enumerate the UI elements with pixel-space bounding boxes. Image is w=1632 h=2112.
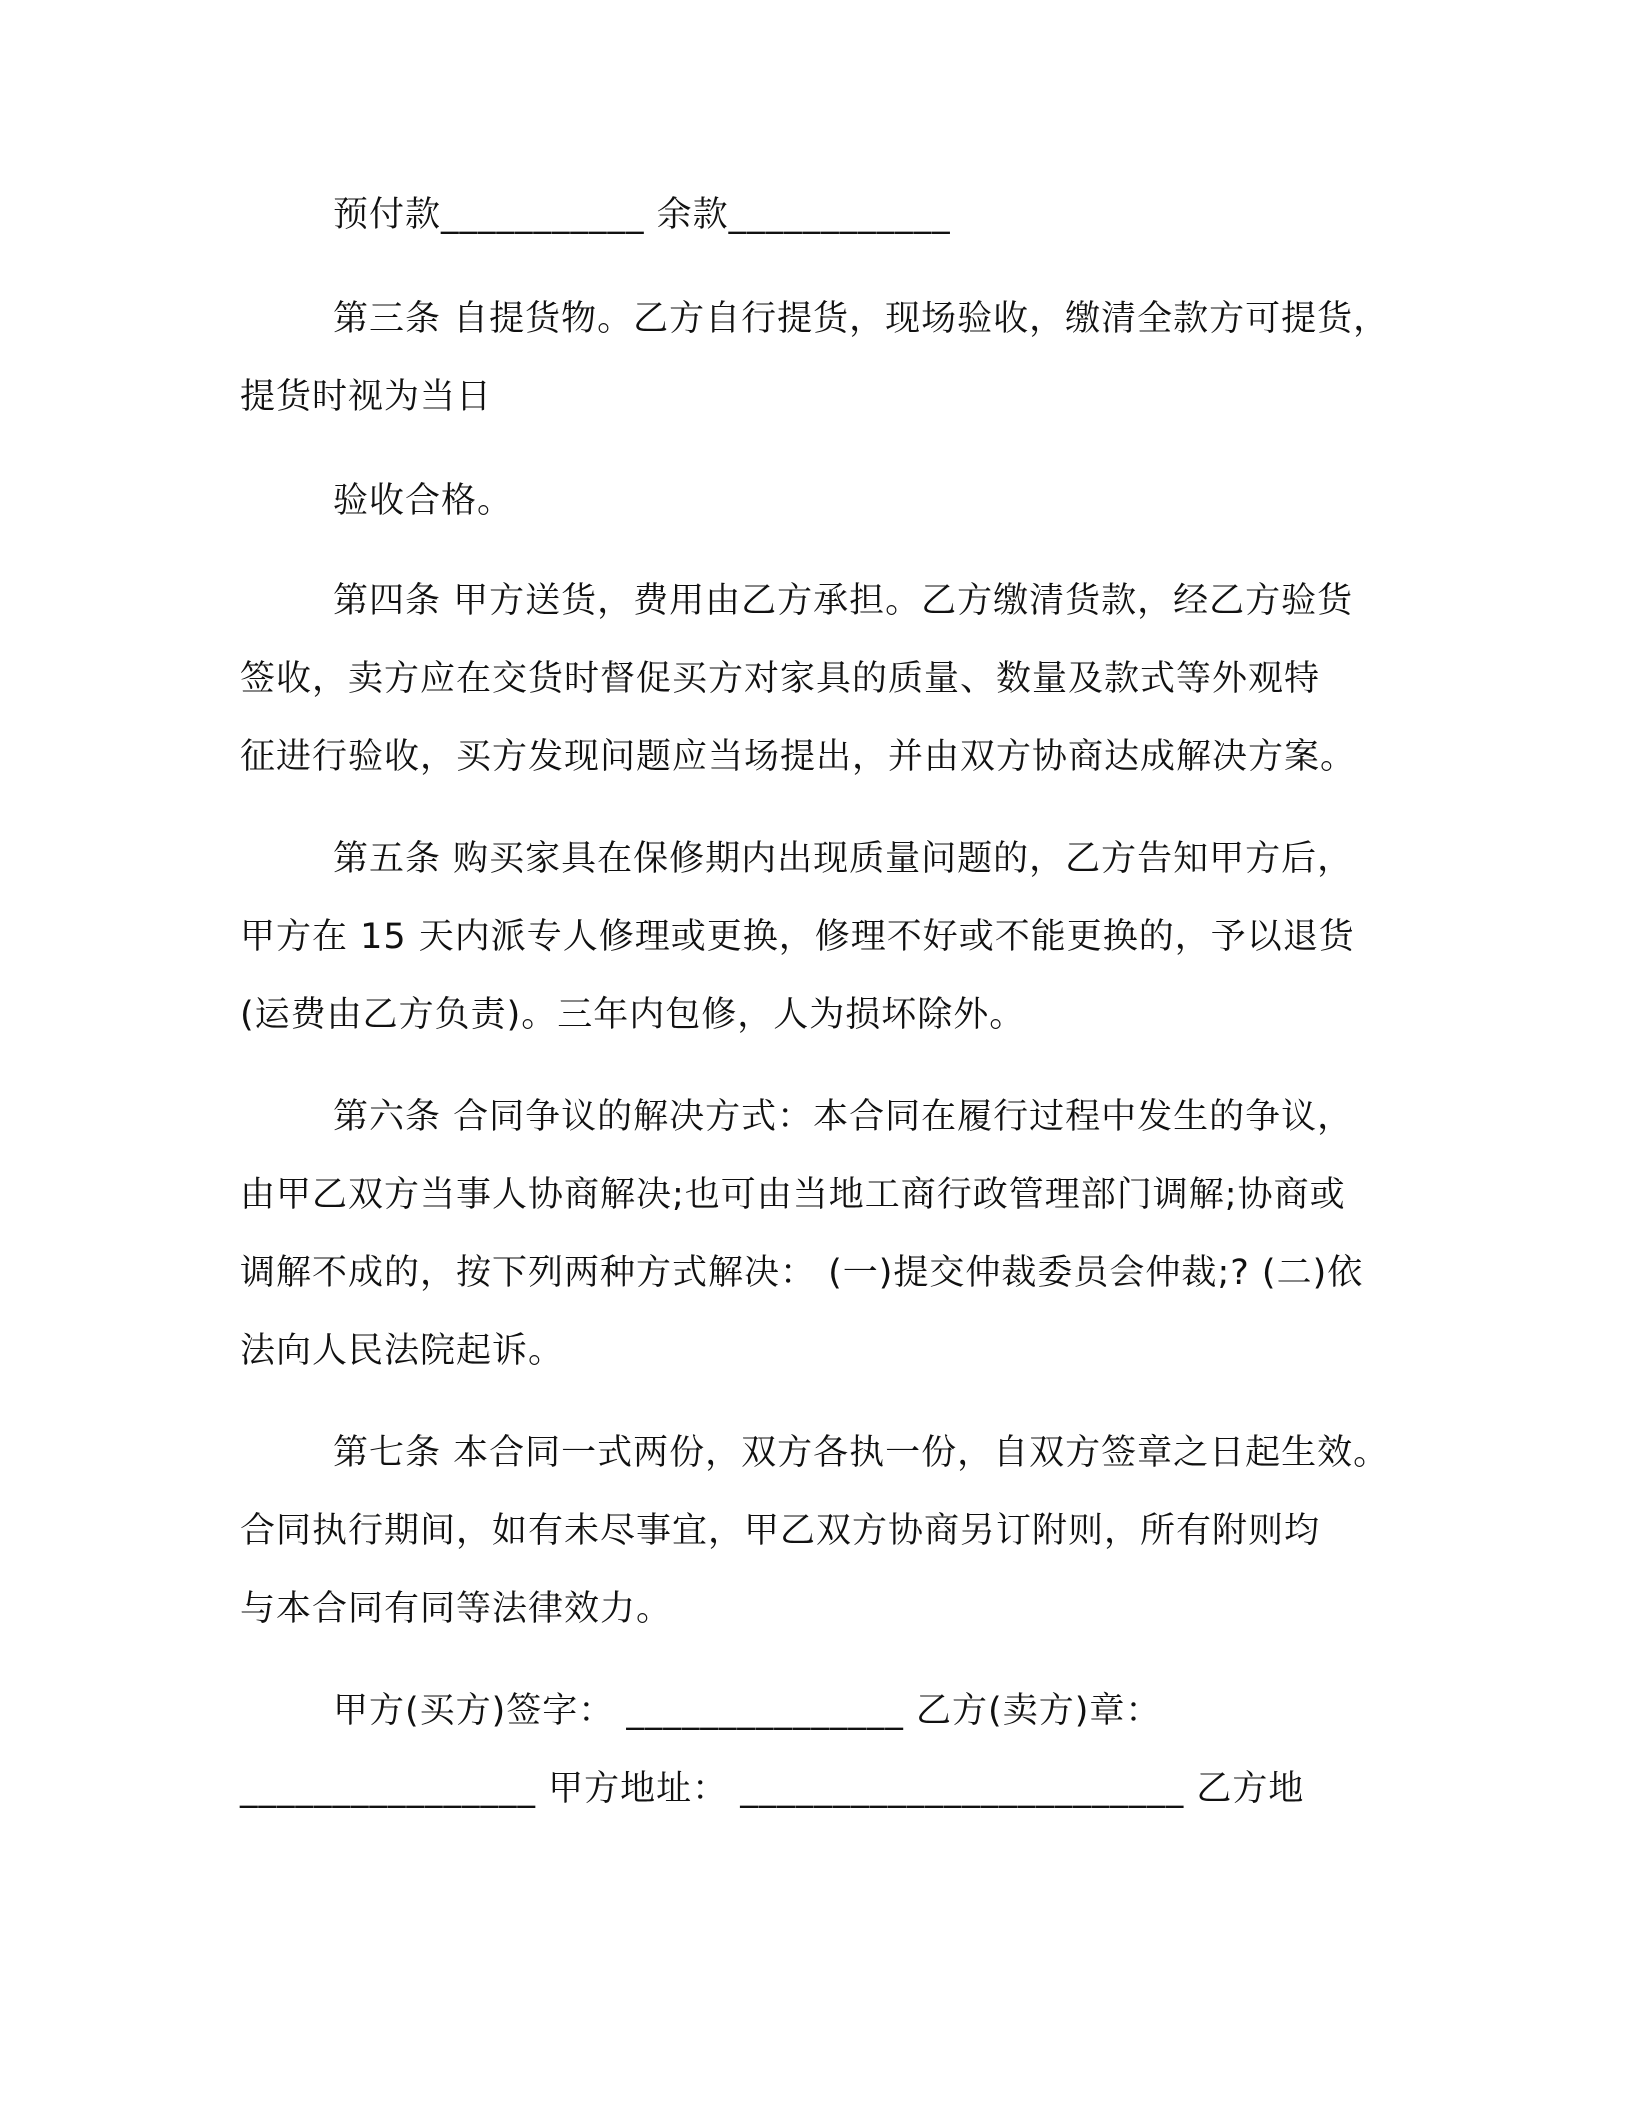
article-5-line-1: 第五条 购买家具在保修期内出现质量问题的，乙方告知甲方后，	[333, 839, 1354, 879]
signature-line-1: 甲方(买方)签字： _______________ 乙方(卖方)章：	[333, 1691, 1162, 1731]
article-7-line-3: 与本合同有同等法律效力。	[240, 1589, 673, 1629]
article-7-line-2: 合同执行期间，如有未尽事宜，甲乙双方协商另订附则，所有附则均	[240, 1511, 1321, 1551]
article-6-line-4: 法向人民法院起诉。	[240, 1331, 565, 1371]
article-6-line-2: 由甲乙双方当事人协商解决;也可由当地工商行政管理部门调解;协商或	[240, 1175, 1346, 1215]
article-5-line-2: 甲方在 15 天内派专人修理或更换，修理不好或不能更换的，予以退货	[240, 917, 1355, 957]
article-3-line-2: 提货时视为当日	[240, 377, 493, 417]
article-4-line-1: 第四条 甲方送货，费用由乙方承担。乙方缴清货款，经乙方验货	[333, 581, 1354, 621]
article-5-line-3: (运费由乙方负责)。三年内包修，人为损坏除外。	[240, 995, 1026, 1035]
signature-line-2: ________________ 甲方地址： ________________________ 乙方地	[240, 1769, 1305, 1809]
article-4-line-3: 征进行验收，买方发现问题应当场提出，并由双方协商达成解决方案。	[240, 737, 1357, 777]
article-4-line-2: 签收，卖方应在交货时督促买方对家具的质量、数量及款式等外观特	[240, 659, 1321, 699]
article-6-line-3: 调解不成的，按下列两种方式解决： (一)提交仲裁委员会仲裁;? (二)依	[240, 1253, 1364, 1293]
article-7-line-1: 第七条 本合同一式两份，双方各执一份，自双方签章之日起生效。	[333, 1433, 1390, 1473]
article-6-line-1: 第六条 合同争议的解决方式：本合同在履行过程中发生的争议，	[333, 1097, 1354, 1137]
article-3-line-1: 第三条 自提货物。乙方自行提货，现场验收，缴清全款方可提货，	[333, 299, 1390, 339]
payment-terms-line: 预付款___________ 余款____________	[333, 195, 951, 235]
article-3-line-3: 验收合格。	[333, 481, 514, 521]
